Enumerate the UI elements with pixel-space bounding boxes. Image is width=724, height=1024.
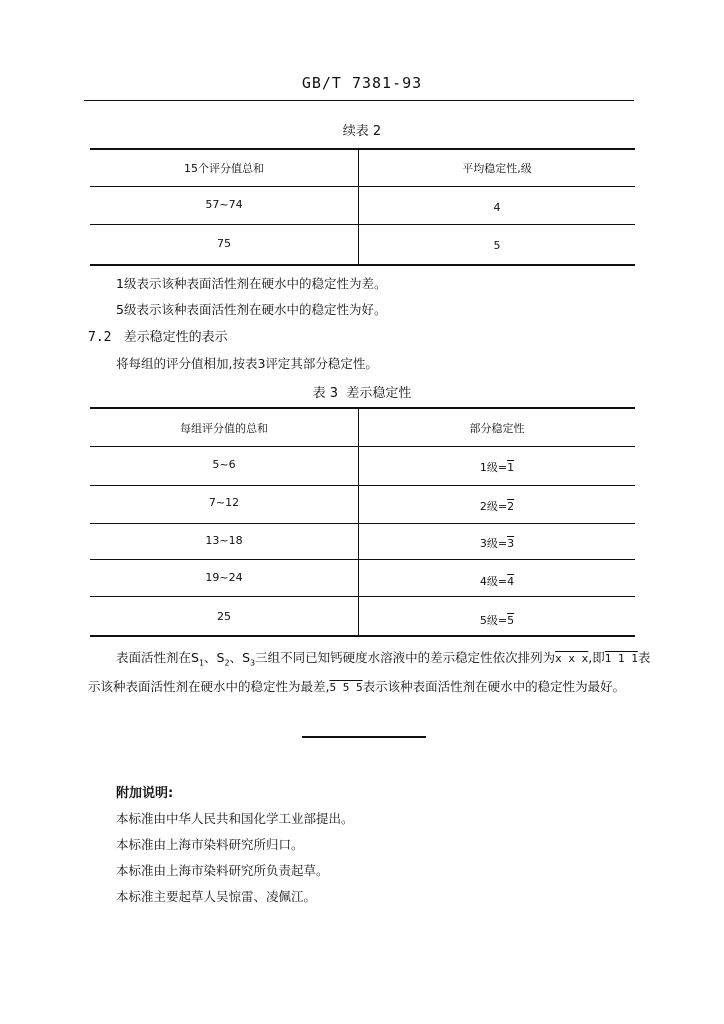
paragraph-line-2: 示该种表面活性剂在硬水中的稳定性为最差,5 5 5表示该种表面活性剂在硬水中的稳定性为最好。 [88, 679, 626, 694]
table2-row2-sum: 75 [217, 237, 231, 250]
note-level5: 5级表示该种表面活性剂在硬水中的稳定性为好。 [116, 302, 387, 317]
table3-row1-level: 1级=1 [479, 461, 515, 474]
table3-row1-sum: 5~6 [212, 458, 236, 471]
table3-row2-level: 2级=2 [479, 500, 515, 513]
table3 [90, 407, 635, 637]
table3-row-rule [90, 596, 635, 597]
standard-code: GB/T 7381-93 [301, 74, 423, 92]
table3-caption: 表 3 差示稳定性 [312, 386, 412, 401]
table3-row4-level: 4级=4 [479, 575, 515, 588]
section-text: 将每组的评分值相加,按表3评定其部分稳定性。 [116, 356, 378, 371]
appendix-line: 本标准由上海市染料研究所负责起草。 [116, 863, 329, 878]
table3-top-rule [90, 407, 635, 409]
table3-header-partial: 部分稳定性 [469, 422, 525, 435]
table3-row3-level: 3级=3 [479, 537, 515, 550]
table2 [90, 148, 635, 266]
table3-row4-sum: 19~24 [205, 571, 243, 584]
table2-row-rule [90, 224, 635, 225]
appendix-title: 附加说明: [116, 786, 174, 801]
section-title: 差示稳定性的表示 [123, 330, 228, 345]
table3-header-rule [90, 446, 635, 447]
table2-row1-sum: 57~74 [205, 198, 243, 211]
table2-bottom-rule [90, 264, 635, 266]
table2-top-rule [90, 148, 635, 150]
ordering-555: 5 5 5 [329, 681, 363, 694]
table3-row5-level: 5级=5 [479, 614, 515, 627]
table2-header-sum: 15个评分值总和 [184, 162, 264, 175]
header-rule [84, 100, 634, 101]
table3-header-sum: 每组评分值的总和 [180, 422, 268, 435]
note-level1: 1级表示该种表面活性剂在硬水中的稳定性为差。 [116, 276, 387, 291]
table2-header-stability: 平均稳定性,级 [462, 162, 532, 175]
end-separator [302, 736, 426, 738]
table3-column-divider [358, 407, 359, 637]
table3-row5-sum: 25 [217, 610, 231, 623]
section-number: 7.2 [88, 330, 112, 345]
appendix-line: 本标准由中华人民共和国化学工业部提出。 [116, 811, 354, 826]
table2-row2-level: 5 [493, 239, 501, 252]
table2-header-rule [90, 186, 635, 187]
table3-row-rule [90, 523, 635, 524]
ordering-xxx: x x x [555, 652, 589, 665]
table3-row2-sum: 7~12 [208, 496, 240, 509]
table3-bottom-rule [90, 635, 635, 637]
table2-row1-level: 4 [493, 201, 501, 214]
paragraph-line-1: 表面活性剂在$S_1$、$S_2$、$S_3$三组不同已知钙硬度水溶液中的差示稳定性依次排列为x x x,即1 1 1表 [116, 650, 651, 668]
appendix-line: 本标准由上海市染料研究所归口。 [116, 837, 304, 852]
table2-caption: 续表 2 [342, 124, 382, 139]
table3-row-rule [90, 559, 635, 560]
table3-row-rule [90, 485, 635, 486]
table3-row3-sum: 13~18 [205, 534, 243, 547]
appendix-line: 本标准主要起草人吴惊雷、凌佩江。 [116, 889, 317, 904]
ordering-111: 1 1 1 [604, 652, 638, 665]
section-heading [88, 326, 228, 345]
